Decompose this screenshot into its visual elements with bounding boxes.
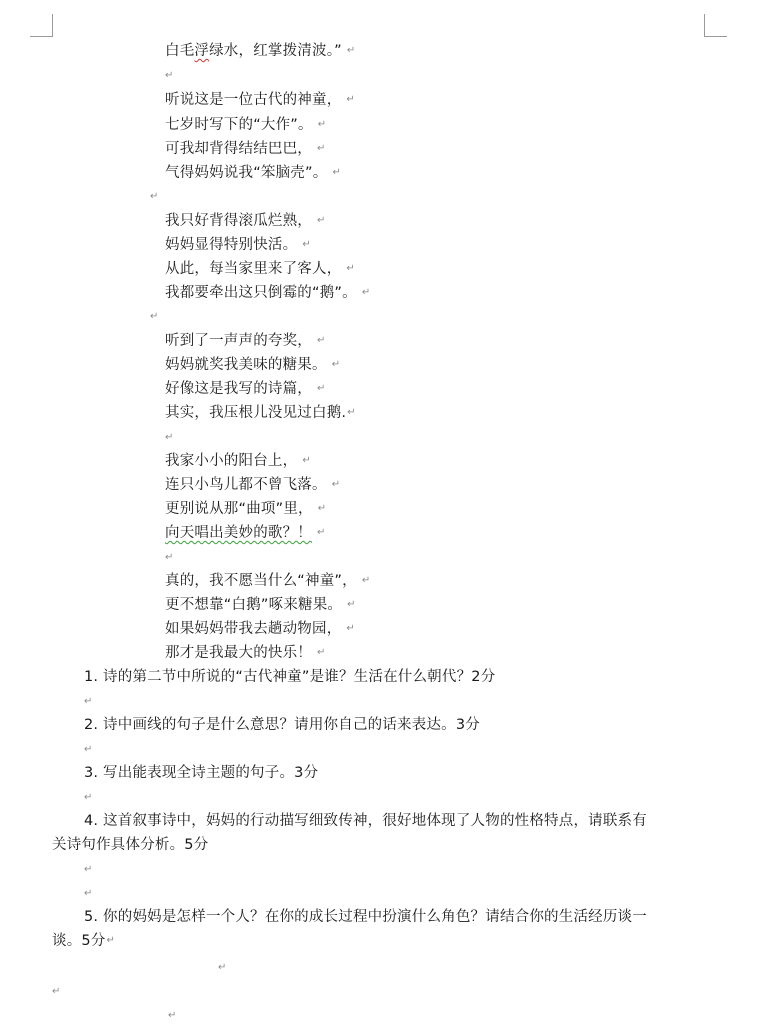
question-2: 2. 诗中画线的句子是什么意思？请用你自己的话来表达。3分 — [84, 717, 480, 733]
question-4-continuation: 关诗句作具体分析。5分 — [52, 837, 209, 853]
empty-paragraph — [84, 692, 93, 712]
poem-line: 其实，我压根儿没见过白鹅.↵ — [165, 405, 356, 421]
paragraph-mark-icon: ↵ — [302, 239, 311, 250]
paragraph-mark-icon: ↵ — [347, 407, 356, 418]
empty-paragraph — [150, 307, 159, 327]
paragraph-mark-icon: ↵ — [317, 215, 326, 226]
poem-line: 从此，每当家里来了客人， ↵ — [165, 261, 355, 277]
poem-line: 气得妈妈说我“笨脑壳”。 ↵ — [165, 165, 342, 181]
paragraph-mark-icon: ↵ — [218, 962, 227, 973]
paragraph-mark-icon: ↵ — [84, 792, 93, 803]
paragraph-mark-icon: ↵ — [317, 143, 326, 154]
poem-line: 连只小鸟儿都不曾飞落。 ↵ — [165, 477, 341, 493]
empty-paragraph — [52, 982, 61, 1002]
poem-line: 我都要牵出这只倒霉的“鹅”。 ↵ — [165, 285, 371, 301]
empty-paragraph — [218, 958, 227, 978]
poem-line: 听到了一声声的夸奖， ↵ — [165, 333, 326, 349]
empty-paragraph — [165, 548, 174, 568]
paragraph-mark-icon: ↵ — [346, 263, 355, 274]
poem-line: 好像这是我写的诗篇， ↵ — [165, 381, 326, 397]
empty-paragraph — [168, 1006, 177, 1026]
empty-paragraph — [84, 740, 93, 760]
empty-paragraph — [165, 66, 174, 86]
poem-line-underlined: 向天唱出美妙的歌？！ ↵ — [165, 525, 326, 541]
paragraph-mark-icon: ↵ — [317, 503, 327, 514]
empty-paragraph — [84, 788, 93, 808]
paragraph-mark-icon: ↵ — [84, 696, 93, 707]
question-1: 1. 诗的第二节中所说的“古代神童”是谁？生活在什么朝代？2分 — [84, 669, 496, 685]
question-3: 3. 写出能表现全诗主题的句子。3分 — [84, 765, 319, 781]
empty-paragraph — [150, 187, 159, 207]
poem-line: 七岁时写下的“大作”。 ↵ — [165, 117, 327, 133]
paragraph-mark-icon: ↵ — [84, 888, 93, 899]
paragraph-mark-icon: ↵ — [150, 311, 159, 322]
paragraph-mark-icon: ↵ — [331, 479, 341, 490]
poem-line: 听说这是一位古代的神童， ↵ — [165, 92, 355, 108]
paragraph-mark-icon: ↵ — [84, 744, 93, 755]
paragraph-mark-icon: ↵ — [150, 191, 159, 202]
paragraph-mark-icon: ↵ — [84, 864, 93, 875]
paragraph-mark-icon: ↵ — [106, 935, 116, 946]
paragraph-mark-icon: ↵ — [165, 552, 174, 563]
question-5-continuation: 谈。5分↵ — [52, 933, 116, 949]
poem-line-text: 白毛浮绿水，红掌拨清波。” — [165, 43, 342, 59]
poem-line: 如果妈妈带我去趟动物园， ↵ — [165, 621, 355, 637]
empty-paragraph — [84, 884, 93, 904]
paragraph-mark-icon: ↵ — [346, 94, 355, 105]
paragraph-mark-icon: ↵ — [317, 383, 326, 394]
poem-line: 那才是我最大的快乐！ ↵ — [165, 645, 326, 661]
paragraph-mark-icon: ↵ — [361, 575, 371, 586]
paragraph-mark-icon: ↵ — [317, 119, 327, 130]
crop-mark-top-left — [30, 14, 53, 37]
poem-line: 更别说从那“曲项”里， ↵ — [165, 501, 327, 517]
question-5: 5. 你的妈妈是怎样一个人？在你的成长过程中扮演什么角色？请结合你的生活经历谈一 — [84, 909, 647, 925]
paragraph-mark-icon: ↵ — [302, 455, 311, 466]
question-4: 4. 这首叙事诗中，妈妈的行动描写细致传神，很好地体现了人物的性格特点，请联系有 — [84, 813, 647, 829]
poem-line: 妈妈就奖我美味的糖果。 ↵ — [165, 357, 341, 373]
paragraph-mark-icon: ↵ — [361, 287, 371, 298]
paragraph-mark-icon: ↵ — [332, 167, 342, 178]
paragraph-mark-icon: ↵ — [317, 527, 326, 538]
poem-line: 妈妈显得特别快活。 ↵ — [165, 237, 311, 253]
empty-paragraph — [84, 860, 93, 880]
paragraph-mark-icon: ↵ — [168, 1010, 177, 1021]
paragraph-mark-icon: ↵ — [52, 986, 61, 997]
paragraph-mark-icon: ↵ — [317, 335, 326, 346]
poem-line: 我家小小的阳台上， ↵ — [165, 453, 311, 469]
empty-paragraph — [165, 428, 174, 448]
paragraph-mark-icon: ↵ — [165, 432, 174, 443]
paragraph-mark-icon: ↵ — [317, 647, 326, 658]
poem-line: 更不想靠“白鹅”啄来糖果。 ↵ — [165, 597, 356, 613]
paragraph-mark-icon: ↵ — [165, 70, 174, 81]
poem-line — [165, 41, 355, 61]
paragraph-mark-icon: ↵ — [346, 45, 356, 56]
paragraph-mark-icon: ↵ — [331, 359, 341, 370]
poem-line: 真的，我不愿当什么“神童”， ↵ — [165, 573, 371, 589]
poem-line: 我只好背得滚瓜烂熟， ↵ — [165, 213, 326, 229]
paragraph-mark-icon: ↵ — [346, 623, 355, 634]
paragraph-mark-icon: ↵ — [347, 599, 356, 610]
poem-line: 可我却背得结结巴巴， ↵ — [165, 141, 326, 157]
crop-mark-top-right — [704, 14, 727, 37]
